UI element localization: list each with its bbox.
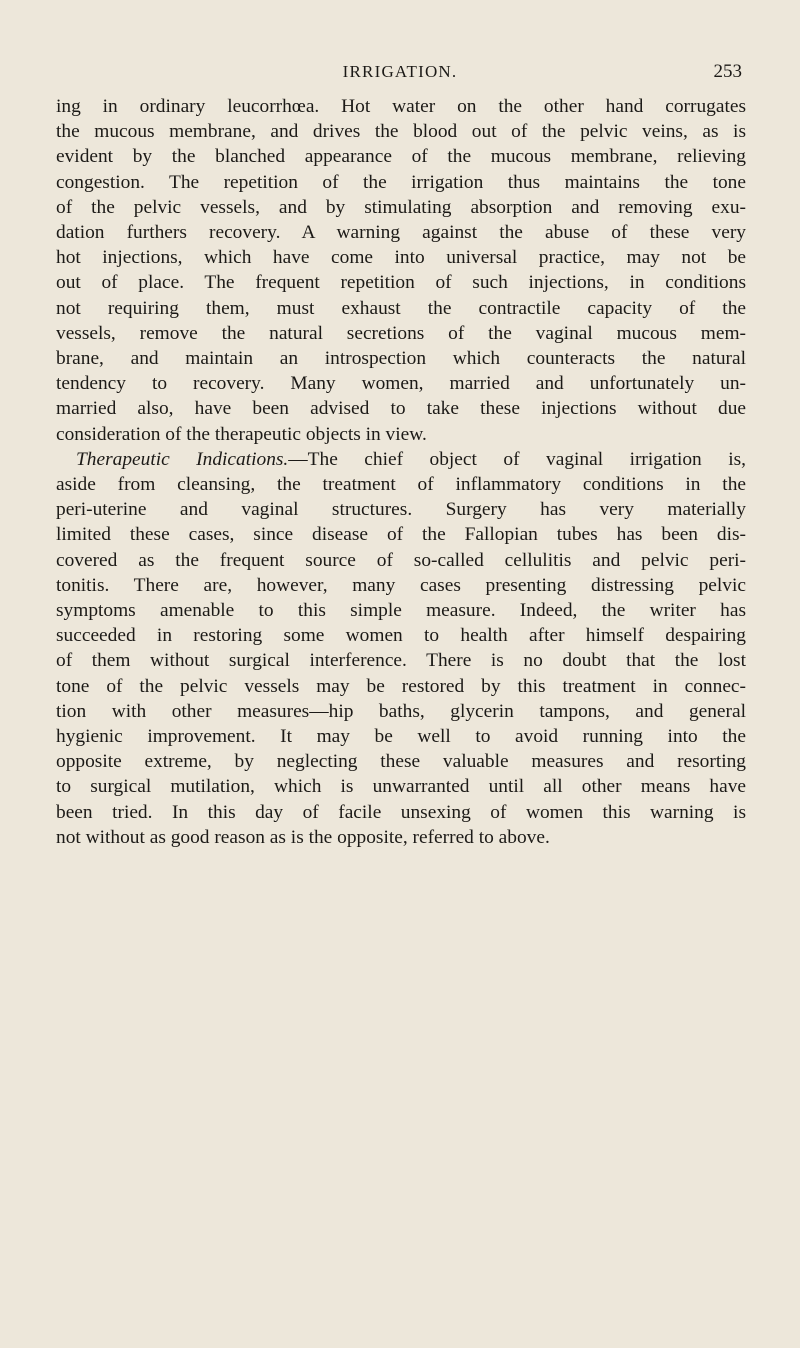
text-line: the mucous membrane, and drives the blood out of the pelvic veins, as is — [56, 121, 746, 143]
text-line: not requiring them, must exhaust the contractile capacity of the — [56, 297, 746, 319]
text-line: vessels, remove the natural secretions of the vaginal mucous mem- — [56, 322, 746, 344]
paragraph-therapeutic-indications — [56, 447, 746, 850]
text-line: ing in ordinary leucorrhœa. Hot water on the other hand corrugates — [56, 96, 746, 117]
text-line: consideration of the therapeutic objects in view. — [56, 423, 427, 445]
text-line: congestion. The repetition of the irrigation thus maintains the tone — [56, 171, 746, 193]
text-line: covered as the frequent source of so-called cellulitis and pelvic peri- — [56, 549, 746, 571]
text-line: evident by the blanched appearance of the mucous membrane, relieving — [56, 146, 746, 168]
running-title: IRRIGATION. — [342, 62, 458, 81]
page-number: 253 — [713, 61, 742, 82]
text-line: succeeded in restoring some women to health after himself despairing — [56, 625, 746, 647]
text-line: symptoms amenable to this simple measure. Indeed, the writer has — [56, 600, 746, 622]
text-line: limited these cases, since disease of the Fallopian tubes has been dis- — [56, 524, 746, 546]
paragraph-continuation — [56, 94, 746, 447]
text-line: of the pelvic vessels, and by stimulating absorption and removing exu- — [56, 196, 746, 218]
text-line: peri-uterine and vaginal structures. Surgery has very materially — [56, 499, 746, 521]
text-line: aside from cleansing, the treatment of inflammatory conditions in the — [56, 474, 746, 496]
text-line: tone of the pelvic vessels may be restored by this treatment in connec- — [56, 675, 746, 697]
text-line: not without as good reason as is the opposite, referred to above. — [56, 826, 550, 848]
text-line: married also, have been advised to take these injections without due — [56, 398, 746, 420]
running-head — [0, 62, 800, 86]
text-line: tendency to recovery. Many women, married and unfortunately un- — [56, 373, 746, 395]
text-line: out of place. The frequent repetition of such injections, in conditions — [56, 272, 746, 294]
text-line: hygienic improvement. It may be well to avoid running into the — [56, 726, 746, 748]
text-line: been tried. In this day of facile unsexing of women this warning is — [56, 801, 746, 823]
text-line: hot injections, which have come into universal practice, may not be — [56, 247, 746, 269]
text-line: of them without surgical interference. There is no doubt that the lost — [56, 650, 746, 672]
text-line-rest: —The chief object of vaginal irrigation is, — [288, 448, 746, 470]
text-line: to surgical mutilation, which is unwarranted until all other means have — [56, 776, 746, 798]
text-line: tion with other measures—hip baths, glycerin tampons, and general — [56, 700, 746, 722]
text-line: dation furthers recovery. A warning against the abuse of these very — [56, 222, 746, 244]
text-line: opposite extreme, by neglecting these valuable measures and resorting — [56, 751, 746, 773]
text-line-first — [56, 447, 746, 472]
body-text — [56, 94, 746, 850]
text-line: tonitis. There are, however, many cases presenting distressing pelvic — [56, 574, 746, 596]
text-line: brane, and maintain an introspection which counteracts the natural — [56, 348, 746, 370]
section-heading: Therapeutic Indications. — [76, 448, 289, 470]
